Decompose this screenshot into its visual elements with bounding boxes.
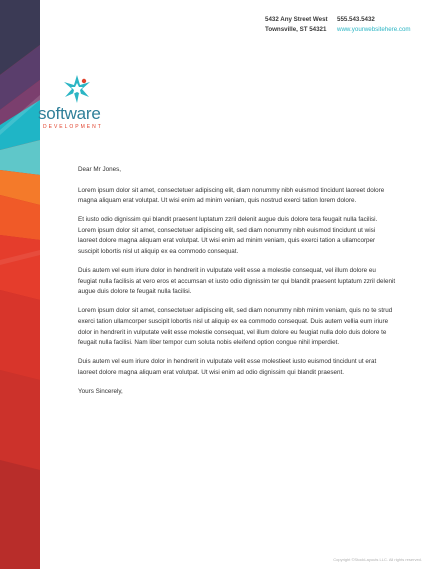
starburst-icon — [62, 74, 92, 104]
paragraph-4: Lorem ipsum dolor sit amet, consectetuer adipiscing elit, sed diam nonummy nibh minim veniam, quis no te strud exerci tation ullamcorper suscipit lobortis nisl ut aliquip ex ea commodo consequat. Duis autem vellia eum iriure dolor in hendrerit in vulputate velit esse molestie consequat, vel illum dolore eu feugiat nulla dolo duis dolore te feugait nulla facilisi. Nam liber tempor cum soluta nobis eleifend option congue nihil imperdiet. — [78, 307, 393, 347]
paragraph-5: Duis autem vel eum iriure dolor in hendrerit in vulputate velit esse molestieet iusto euismod tincidunt ut erat laoreet dolore magna aliquam erat volutpat. Ut wisi enim ad odio dignissim qui blandit praesent. — [78, 358, 377, 376]
address-line-2: Townsville, ST 54321 — [265, 26, 327, 33]
copyright-notice: Copyright ©StockLayouts LLC. All rights reserved. — [333, 557, 422, 562]
company-logo — [38, 74, 118, 134]
paragraph-2: Et iusto odio dignissim qui blandit praesent luptatum zzril delenit augue duis dolore tera feugait nulla facilisi. Lorem ipsum dolor sit amet, consectetuer adipiscing elit, sed diam nonummy nibh euismod tincidunt ut wisi laoreet dolore magna aliquam erat volutpat. Ut wisi enim ad minim veniam, quis exerci tation a ullamcorper suscipit lobortis nisl ut aliquip ex ea commodo consequat. — [78, 216, 378, 256]
logo-wordmark: software — [38, 104, 101, 123]
phone-number: 555.543.5432 — [337, 16, 375, 23]
logo-tagline: DEVELOPMENT — [43, 124, 103, 130]
closing: Yours Sincerely, — [78, 388, 123, 395]
website-url: www.yourwebsitehere.com — [337, 26, 411, 33]
paragraph-3: Duis autem vel eum iriure dolor in hendrerit in vulputate velit esse a molestie consequat, vel illum dolore eu feugiat nulla facilisis at vero eros et accumsan et iusto odio dignissim ter qui blandit praesent luptatum zzril delenit augue duis dolore te feugait nulla facilisi. — [78, 267, 396, 296]
salutation: Dear Mr Jones, — [78, 166, 122, 173]
paragraph-1: Lorem ipsum dolor sit amet, consectetuer adipiscing elit, diam nonummy nibh euismod tincidunt laoreet dolore magna aliquam erat volutpat. Ut wisi enim ad minim veniam, quis nostrud exerci tation lorem dolore. — [78, 186, 385, 205]
letter-body — [78, 165, 396, 406]
decorative-side-stripe — [0, 0, 40, 569]
address-line-1: 5432 Any Street West — [265, 16, 328, 23]
